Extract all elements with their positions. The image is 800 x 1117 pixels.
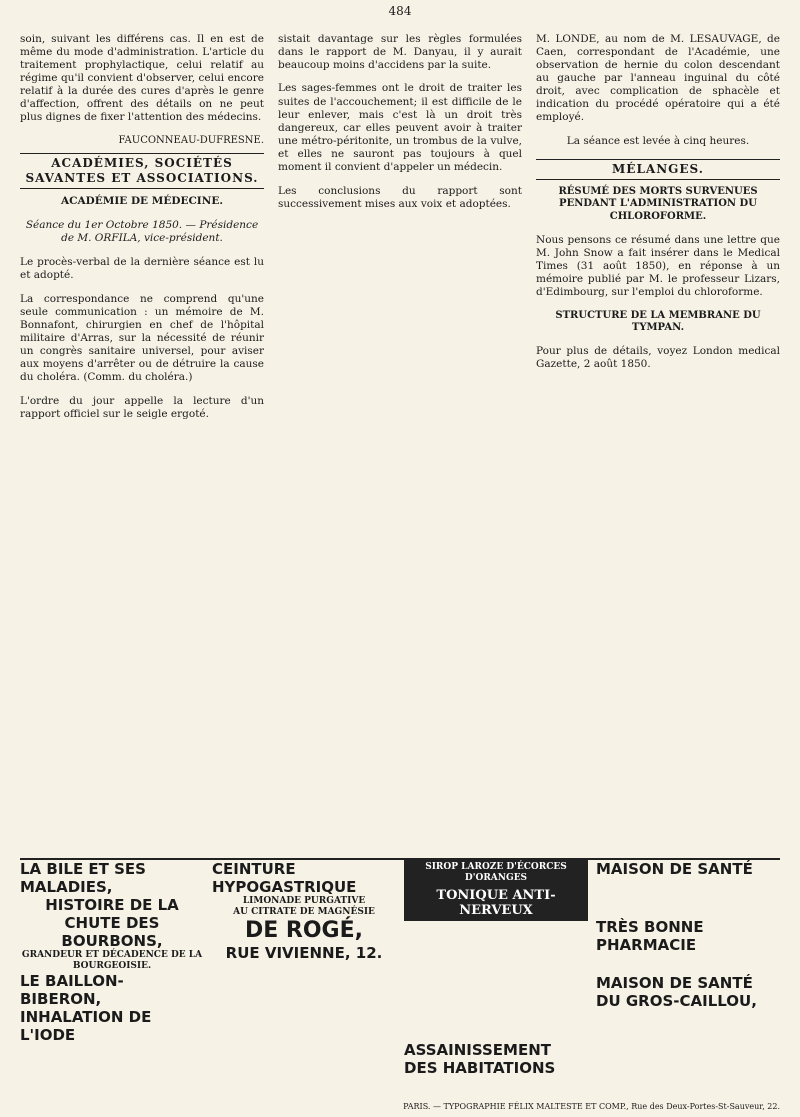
column-1: [20, 22, 264, 852]
session-close: La séance est levée à cinq heures.: [566, 134, 750, 147]
ad-headline: ASSAINISSEMENT DES HABITATIONS: [404, 1040, 556, 1077]
printer-imprint: PARIS. — TYPOGRAPHIE FÉLIX MALTESTE ET COMP., Rue des Deux-Portes-St-Sauveur, 22.: [403, 1102, 780, 1111]
column-2: [278, 22, 522, 852]
ad-headline: MAISON DE SANTÉ DU GROS-CAILLOU,: [596, 974, 757, 1010]
section-title: ACADÉMIES, SOCIÉTÉS SAVANTES ET ASSOCIATIONS.: [20, 153, 264, 189]
ad-column-1: [20, 860, 204, 1077]
ad-headline: CEINTURE HYPOGASTRIQUE: [212, 860, 357, 896]
sub-title: ACADÉMIE DE MÉDECINE.: [61, 195, 223, 208]
ad-headline: INHALATION DE L'IODE: [20, 1007, 152, 1044]
paragraph: Les conclusions du rapport sont successivement mises aux voix et adoptées.: [278, 184, 522, 210]
paragraph: Nous pensons ce résumé dans une lettre que M. John Snow a fait insérer dans le Medical Times (31 août 1850), en réponse à un mémoire publié par M. le professeur Lizars, d'Edimbourg, sur l'emploi du chloroforme.: [536, 233, 780, 298]
ad-subheadline: GRANDEUR ET DÉCADENCE DE LA BOURGEOISIE.: [21, 950, 203, 971]
paragraph: M. LONDE, au nom de M. LESAUVAGE, de Caen, correspondant de l'Académie, une observation de hernie du colon descendant au gauche par l'anneau inguinal du côté droit, avec complication de sphacèle et indication du procédé opératoire qui a été employé.: [536, 32, 780, 124]
ad-headline: RUE VIVIENNE, 12.: [225, 943, 383, 962]
author-signature: FAUCONNEAU-DUFRESNE.: [118, 134, 264, 146]
page-number: 484: [388, 4, 412, 18]
paragraph: Pour plus de détails, voyez London medical Gazette, 2 août 1850.: [536, 345, 780, 371]
ad-column-2: [212, 860, 396, 1077]
paragraph: L'ordre du jour appelle la lecture d'un rapport officiel sur le seigle ergoté.: [20, 394, 264, 420]
ad-headline: LE BAILLON-BIBERON,: [20, 971, 124, 1008]
sub-title: STRUCTURE DE LA MEMBRANE DU TYMPAN.: [555, 309, 761, 334]
ad-headline: MAISON DE SANTÉ: [596, 860, 753, 878]
ad-headline: HISTOIRE DE LA CHUTE DES BOURBONS,: [45, 896, 179, 950]
advertisements: [20, 858, 780, 1077]
ad-headline: LIMONADE PURGATIVE: [242, 896, 366, 906]
session-line: Séance du 1er Octobre 1850. — Présidence de M. ORFILA, vice-président.: [25, 219, 259, 245]
article-columns: [20, 22, 780, 852]
paragraph: Les sages-femmes ont le droit de traiter les suites de l'accouchement; il est difficile de le leur enlever, mais c'est là un droit très dangereux, car elles peuvent avoir à traiter une métro-péritonite, un trombus de la vulve, et elles ne sauront pas toujours à quel moment il convient d'appeler un médecin.: [278, 82, 522, 174]
ad-headline: LA BILE ET SES MALADIES,: [20, 860, 146, 896]
paragraph: La correspondance ne comprend qu'une seule communication : un mémoire de M. Bonnafont, chirurgien en chef de l'hôpital militaire d'Arras, sur la nécessité de réunir un congrès sanitaire universel, pour aviser aux moyens d'arrêter ou de détruire la cause du choléra. (Comm. du choléra.): [20, 292, 264, 384]
ad-column-4: [596, 860, 780, 1077]
ad-headline: SIROP LAROZE D'ÉCORCES D'ORANGES: [404, 860, 588, 886]
ad-headline: AU CITRATE DE MAGNÉSIE: [233, 906, 375, 917]
sub-title: RÉSUMÉ DES MORTS SURVENUES PENDANT L'ADMINISTRATION DU CHLOROFORME.: [558, 185, 758, 222]
paragraph: sistait davantage sur les règles formulées dans le rapport de M. Danyau, il y aurait beaucoup moins d'accidens par la suite.: [278, 32, 522, 71]
column-3: [536, 22, 780, 852]
paragraph: Le procès-verbal de la dernière séance est lu et adopté.: [20, 255, 264, 281]
ad-headline: DE ROGÉ,: [244, 917, 364, 943]
ad-headline: TRÈS BONNE PHARMACIE: [596, 918, 704, 954]
ad-headline: TONIQUE ANTI-NERVEUX: [404, 886, 588, 921]
section-title: MÉLANGES.: [536, 159, 780, 180]
paragraph: soin, suivant les différens cas. Il en est de même du mode d'administration. L'article du traitement prophylactique, celui relatif au régime qu'il convient d'observer, celui encore relatif à la durée des cures d'après le genre d'affection, offrent des détails on ne peut plus dignes de fixer l'attention des médecins.: [20, 32, 264, 124]
ad-column-3: [404, 860, 588, 1077]
